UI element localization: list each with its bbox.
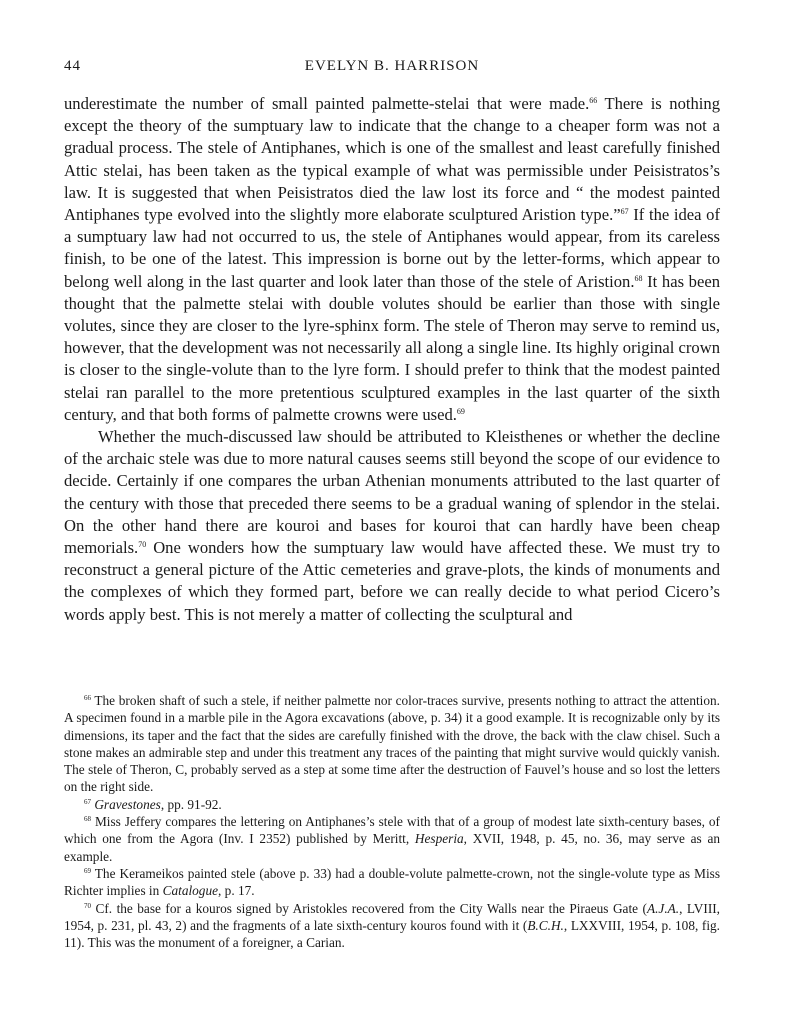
footnote-text: Miss Jeffery compares the lettering on Antiphanes’s stele with that of a group of modest late sixth-century bases, of which one from the Agora (Inv. I 2352) published by Meritt, [64,814,720,847]
paragraph-text: It has been thought that the palmette stelai with double volutes should be earlier than those with single volutes, since they are closer to the lyre-sphinx form. The stele of Theron may serve to remind us, however, that the development was not necessarily all along a single line. Its highly original crown is closer to the single-volute than to the lyre form. I should prefer to think that the modest painted stelai ran parallel to the more pretentious sculptured examples in the last quarter of the sixth century, and that both forms of palmette crowns were used. [64,271,720,424]
footnotes [64,692,720,951]
footnote-69 [64,865,720,900]
footnote-number: 70 [84,901,91,910]
footnote-citation-title: Gravestones [94,796,161,812]
footnote-citation-title: Hesperia [414,831,464,847]
footnote-ref-68[interactable]: 68 [634,273,643,283]
footnote-67 [64,796,720,813]
footnote-citation-title: B.C.H. [527,917,564,933]
footnote-text: The broken shaft of such a stele, if neither palmette nor color-traces survive, presents nothing to attract the attention. A specimen found in a marble pile in the Agora excavations (above, p. 34) it a good example. It is recognizable only by its dimensions, its taper and the fact that the sides are carefully finished with the drove, the back with the claw chisel. Such a stone makes an admirable step and under this treatment any traces of the painting that might survive would quickly vanish. The stele of Theron, C, probably served as a step at some time after the destruction of Fauvel’s house and so lost the letters on the right side. [64,693,720,795]
footnote-number: 69 [84,866,91,875]
paragraph-text: One wonders how the sumptuary law would have affected these. We must try to reconstruct a general picture of the Attic cemeteries and grave-plots, the kinds of monuments and the complexes of which they formed part, before we can really decide to what period Cicero’s words apply best. This is not merely a matter of collecting the sculptural and [64,538,720,624]
footnote-68 [64,813,720,865]
page-number: 44 [64,58,81,74]
footnote-text: , LVIII, 1954, p. 231, pl. 43, 2) and the fragments of a late sixth-century kouros found with it ( [64,900,721,933]
paragraph-text: There is nothing except the theory of the sumptuary law to indicate that the change to a cheaper form was not a gradual process. The stele of Antiphanes, which is one of the smallest and least carefully finished Attic stelai, has been taken as the typical example of what was permissible under Peisistratos’s law. It is suggested that when Peisistratos died the law lost its force and “ the modest painted Antiphanes type evolved into the slightly more elaborate sculptured Aristion type.” [64,94,720,225]
paragraph-text: Whether the much-discussed law should be attributed to Kleisthenes or whether the decline of the archaic stele was due to more natural causes seems still beyond the scope of our evidence to decide. Certainly if one compares the urban Athenian monuments attributed to the last quarter of the century with those that preceded there seems to be a gradual waning of splendor in the stelai. On the other hand there are kouroi and bases for kouroi that can hardly have been cheap memorials. [64,427,720,558]
footnote-text: , p. 17. [218,883,255,899]
paragraph-text: underestimate the number of small painted palmette-stelai that were made. [64,94,590,113]
footnote-text: , XVII, 1948, p. 45, no. 36, may serve as an example. [64,831,720,864]
paragraph-text: If the idea of a sumptuary law had not occurred to us, the stele of Antiphanes would appear, from its careless finish, to be one of the latest. This impression is borne out by the letter-forms, which appear to belong well along in the last quarter and look later than those of the stele of Aristion. [64,205,720,291]
footnote-number: 66 [84,694,91,702]
paragraph-2 [64,426,720,626]
running-head [64,58,720,78]
footnote-citation-title: A.J.A. [646,900,680,916]
footnote-citation-title: Catalogue [162,883,219,899]
running-title: EVELYN B. HARRISON [304,58,480,74]
footnote-text: The Kerameikos painted stele (above p. 33) had a double-volute palmette-crown, not the single-volute type as Miss Richter implies in [64,865,720,899]
footnote-ref-66[interactable]: 66 [589,96,598,105]
paragraph-1 [64,93,720,426]
footnote-66 [64,692,720,796]
footnote-text: , pp. 91-92. [160,796,222,812]
footnote-number: 67 [84,797,91,806]
body-text [64,93,720,626]
footnote-70 [64,900,720,952]
footnote-text: , LXXVIII, 1954, p. 108, fig. 11). This was the monument of a foreigner, a Carian. [64,917,720,951]
footnote-text: Cf. the base for a kouros signed by Aristokles recovered from the City Walls near the Piraeus Gate ( [91,900,647,916]
footnote-ref-67[interactable]: 67 [620,207,629,217]
footnote-ref-69[interactable]: 69 [456,406,465,416]
footnote-ref-70[interactable]: 70 [138,540,147,550]
footnote-number: 68 [84,815,91,824]
